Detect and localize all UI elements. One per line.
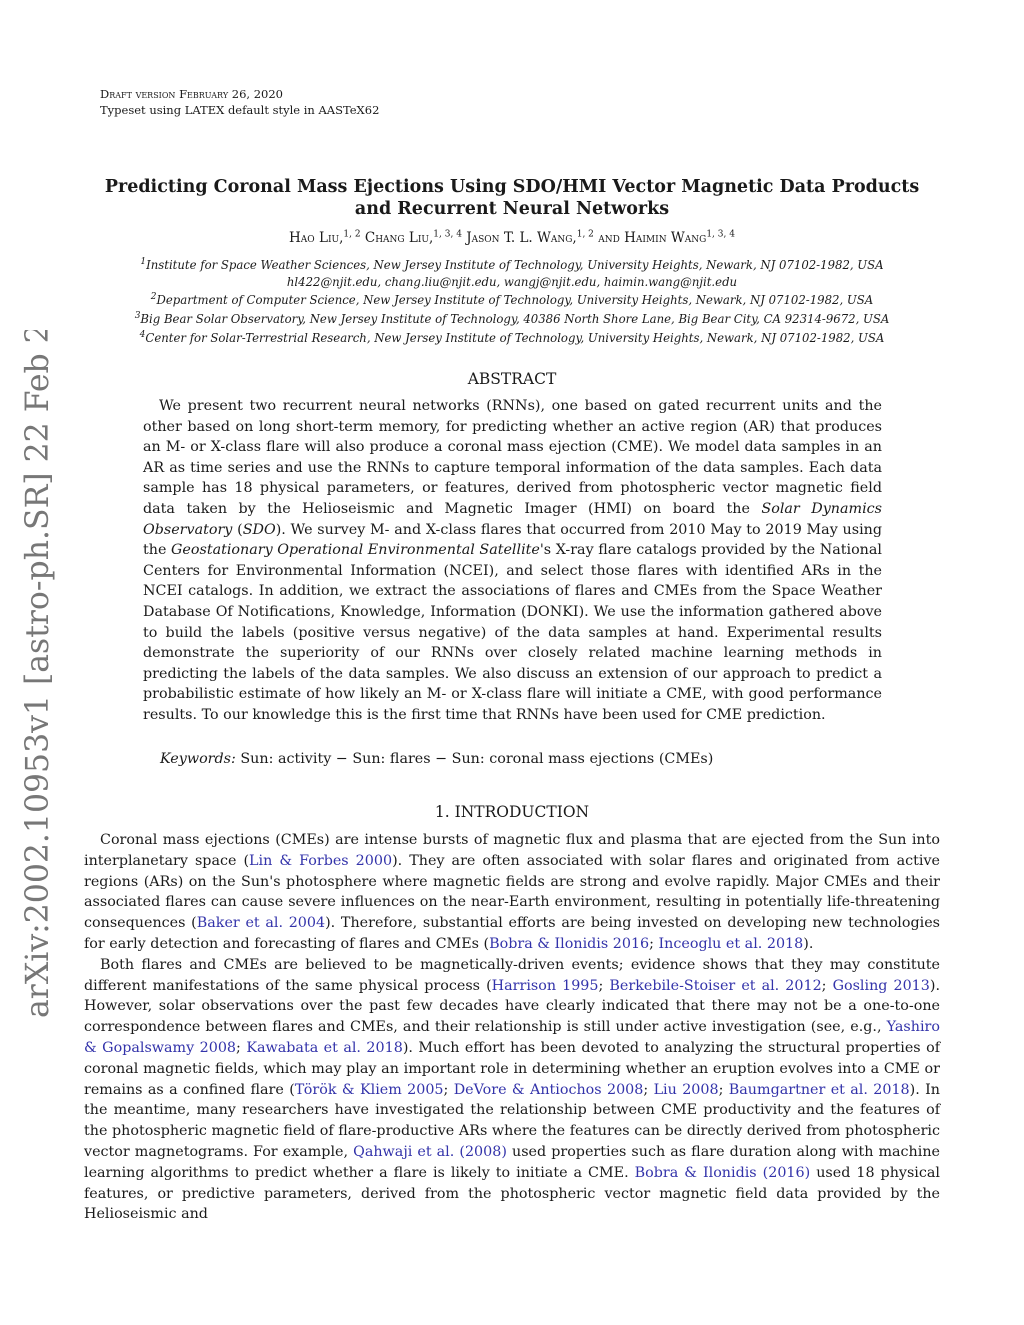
affiliation-4	[60, 330, 964, 347]
section-heading-introduction: 1. INTRODUCTION	[434, 803, 590, 821]
citation-link[interactable]: Lin & Forbes 2000	[249, 852, 393, 869]
abstract-heading: ABSTRACT	[467, 370, 557, 388]
citation-link[interactable]: DeVore & Antiochos 2008	[453, 1081, 644, 1098]
affiliation-3	[60, 311, 964, 328]
citation-link[interactable]: Bobra & Ilonidis (2016)	[634, 1164, 811, 1181]
author-haimin-wang: Haimin Wang	[624, 230, 707, 246]
typeset-line: Typeset using LATEX default style in AASTeX62	[100, 103, 380, 117]
author-jason-wang: Jason T. L. Wang,	[466, 230, 577, 246]
sdo-name: Solar Dynamics Observatory	[143, 500, 882, 538]
abstract-paragraph: We present two recurrent neural networks (RNNs), one based on gated recurrent units and the other based on long short-term memory, for predicting whether an active region (AR) that produces an M- or X-class flare will also produce a coronal mass ejection (CME). We model data samples in an AR as time series and use the RNNs to capture temporal information of the data samples. Each data sample has 18 physical parameters, or features, derived from photospheric vector magnetic field data taken by the Helioseismic and Magnetic Imager (HMI) on board the Solar Dynamics Observatory (SDO). We survey M- and X-class flares that occurred from 2010 May to 2019 May using the Geostationary Operational Environmental Satellite's X-ray flare catalogs provided by the National Centers for Environmental Information (NCEI), and select those flares with identified ARs in the NCEI catalogs. In addition, we extract the associations of flares and CMEs from the Space Weather Database Of Notifications, Knowledge, Information (DONKI). We use the information gathered above to build the labels (positive versus negative) of the data samples at hand. Experimental results demonstrate the superiority of our RNNs over closely related machine learning methods in predicting the labels of the data samples. We also discuss an extension of our approach to predict a probabilistic estimate of how likely an M- or X-class flare will initiate a CME, with good performance results. To our knowledge this is the first time that RNNs have been used for CME prediction.	[143, 398, 883, 723]
citation-link[interactable]: Bobra & Ilonidis 2016	[489, 935, 650, 952]
citation-link[interactable]: Qahwaji et al. (2008)	[353, 1143, 507, 1160]
title-line-2: and Recurrent Neural Networks	[354, 199, 670, 219]
author-and: and	[598, 230, 620, 246]
affil-text: Center for Solar-Terrestrial Research, New Jersey Institute of Technology, University Heights, Newark, NJ 07102-1982, USA	[145, 331, 885, 345]
affil-num: 4	[139, 330, 146, 341]
author-affil-ref: 1, 2	[576, 229, 594, 240]
arxiv-sidebar	[8, 330, 64, 1020]
sdo-abbr: SDO	[242, 521, 276, 538]
title-line-1: Predicting Coronal Mass Ejections Using SDO/HMI Vector Magnetic Data Products	[104, 177, 920, 197]
draft-date: February 26, 2020	[179, 87, 283, 101]
draft-header	[100, 86, 379, 118]
keywords	[160, 751, 713, 767]
goes-name: Geostationary Operational Environmental Satellite	[171, 542, 540, 559]
affil-num: 3	[134, 311, 141, 322]
author-affil-ref: 1, 3, 4	[706, 229, 735, 240]
citation-link[interactable]: Baumgartner et al. 2018	[728, 1081, 910, 1098]
intro-paragraph-2: Both flares and CMEs are believed to be magnetically-driven events; evidence shows that they may constitute different manifestations of the same physical process (Harrison 1995; Berkebile-Stoiser et al. 2012; Gosling 2013). However, solar observations over the past few decades have clearly indicated that there may not be a one-to-one correspondence between flares and CMEs, and their relationship is still under active investigation (see, e.g., Yashiro & Gopalswamy 2008; Kawabata et al. 2018). Much effort has been devoted to analyzing the structural properties of coronal magnetic fields, which may play an important role in determining whether an eruption evolves into a CME or remains as a confined flare (Török & Kliem 2005; DeVore & Antiochos 2008; Liu 2008; Baumgartner et al. 2018). In the meantime, many researchers have investigated the relationship between CME productivity and the features of the photospheric magnetic field of flare-productive ARs where the features can be directly derived from photospheric vector magnetograms. For example, Qahwaji et al. (2008) used properties such as flare duration along with machine learning algorithms to predict whether a flare is likely to initiate a CME. Bobra & Ilonidis (2016) used 18 physical features, or predictive parameters, derived from the photospheric vector magnetic field data provided by the Helioseismic and	[84, 956, 941, 1223]
affiliation-1	[60, 257, 964, 274]
citation-link[interactable]: Török & Kliem 2005	[294, 1081, 444, 1098]
citation-link[interactable]: Baker et al. 2004	[196, 915, 326, 932]
introduction-body	[84, 830, 940, 1225]
affil-num: 2	[150, 292, 157, 303]
author-hao-liu: Hao Liu,	[289, 230, 344, 246]
keywords-label: Keywords:	[160, 751, 236, 767]
author-list	[60, 229, 964, 247]
affiliation-2	[60, 292, 964, 309]
draft-version-line	[100, 86, 379, 102]
draft-label: Draft version	[100, 87, 180, 101]
citation-link[interactable]: Berkebile-Stoiser et al. 2012	[609, 977, 822, 994]
citation-link[interactable]: Kawabata et al. 2018	[246, 1039, 403, 1056]
affil-text: Big Bear Solar Observatory, New Jersey Institute of Technology, 40386 North Shore Lane, Big Bear City, CA 92314-9672, USA	[140, 312, 890, 326]
affil-text: Institute for Space Weather Sciences, New Jersey Institute of Technology, University Heights, Newark, NJ 07102-1982, USA	[146, 258, 884, 272]
intro-paragraph-1: Coronal mass ejections (CMEs) are intense bursts of magnetic flux and plasma that are ejected from the Sun into interplanetary space (Lin & Forbes 2000). They are often associated with solar flares and originated from active regions (ARs) on the Sun's photosphere where magnetic fields are strong and evolve rapidly. Major CMEs and their associated flares can cause severe influences on the near-Earth environment, resulting in potentially life-threatening consequences (Baker et al. 2004). Therefore, substantial efforts are being invested on developing new technologies for early detection and forecasting of flares and CMEs (Bobra & Ilonidis 2016; Inceoglu et al. 2018).	[84, 832, 941, 952]
citation-link[interactable]: Inceoglu et al. 2018	[658, 935, 804, 952]
affil-text: Department of Computer Science, New Jersey Institute of Technology, University Heights, Newark, NJ 07102-1982, USA	[156, 293, 874, 307]
citation-link[interactable]: Yashiro & Gopalswamy 2008	[84, 1019, 940, 1056]
arxiv-identifier: arXiv:2002.10953v1 [astro-ph.SR] 22 Feb 2020	[20, 330, 56, 1018]
citation-link[interactable]: Liu 2008	[653, 1081, 719, 1098]
keywords-text: Sun: activity − Sun: flares − Sun: coronal mass ejections (CMEs)	[240, 751, 714, 767]
author-affil-ref: 1, 3, 4	[433, 229, 462, 240]
citation-link[interactable]: Harrison 1995	[491, 977, 599, 994]
citation-link[interactable]: Gosling 2013	[832, 977, 930, 994]
paper-title	[60, 176, 964, 220]
affil-num: 1	[140, 257, 147, 268]
author-chang-liu: Chang Liu,	[364, 230, 434, 246]
author-emails	[60, 274, 964, 291]
abstract-body	[143, 396, 882, 726]
author-affil-ref: 1, 2	[343, 229, 361, 240]
email-list: hl422@njit.edu, chang.liu@njit.edu, wangj@njit.edu, haimin.wang@njit.edu	[286, 275, 738, 289]
